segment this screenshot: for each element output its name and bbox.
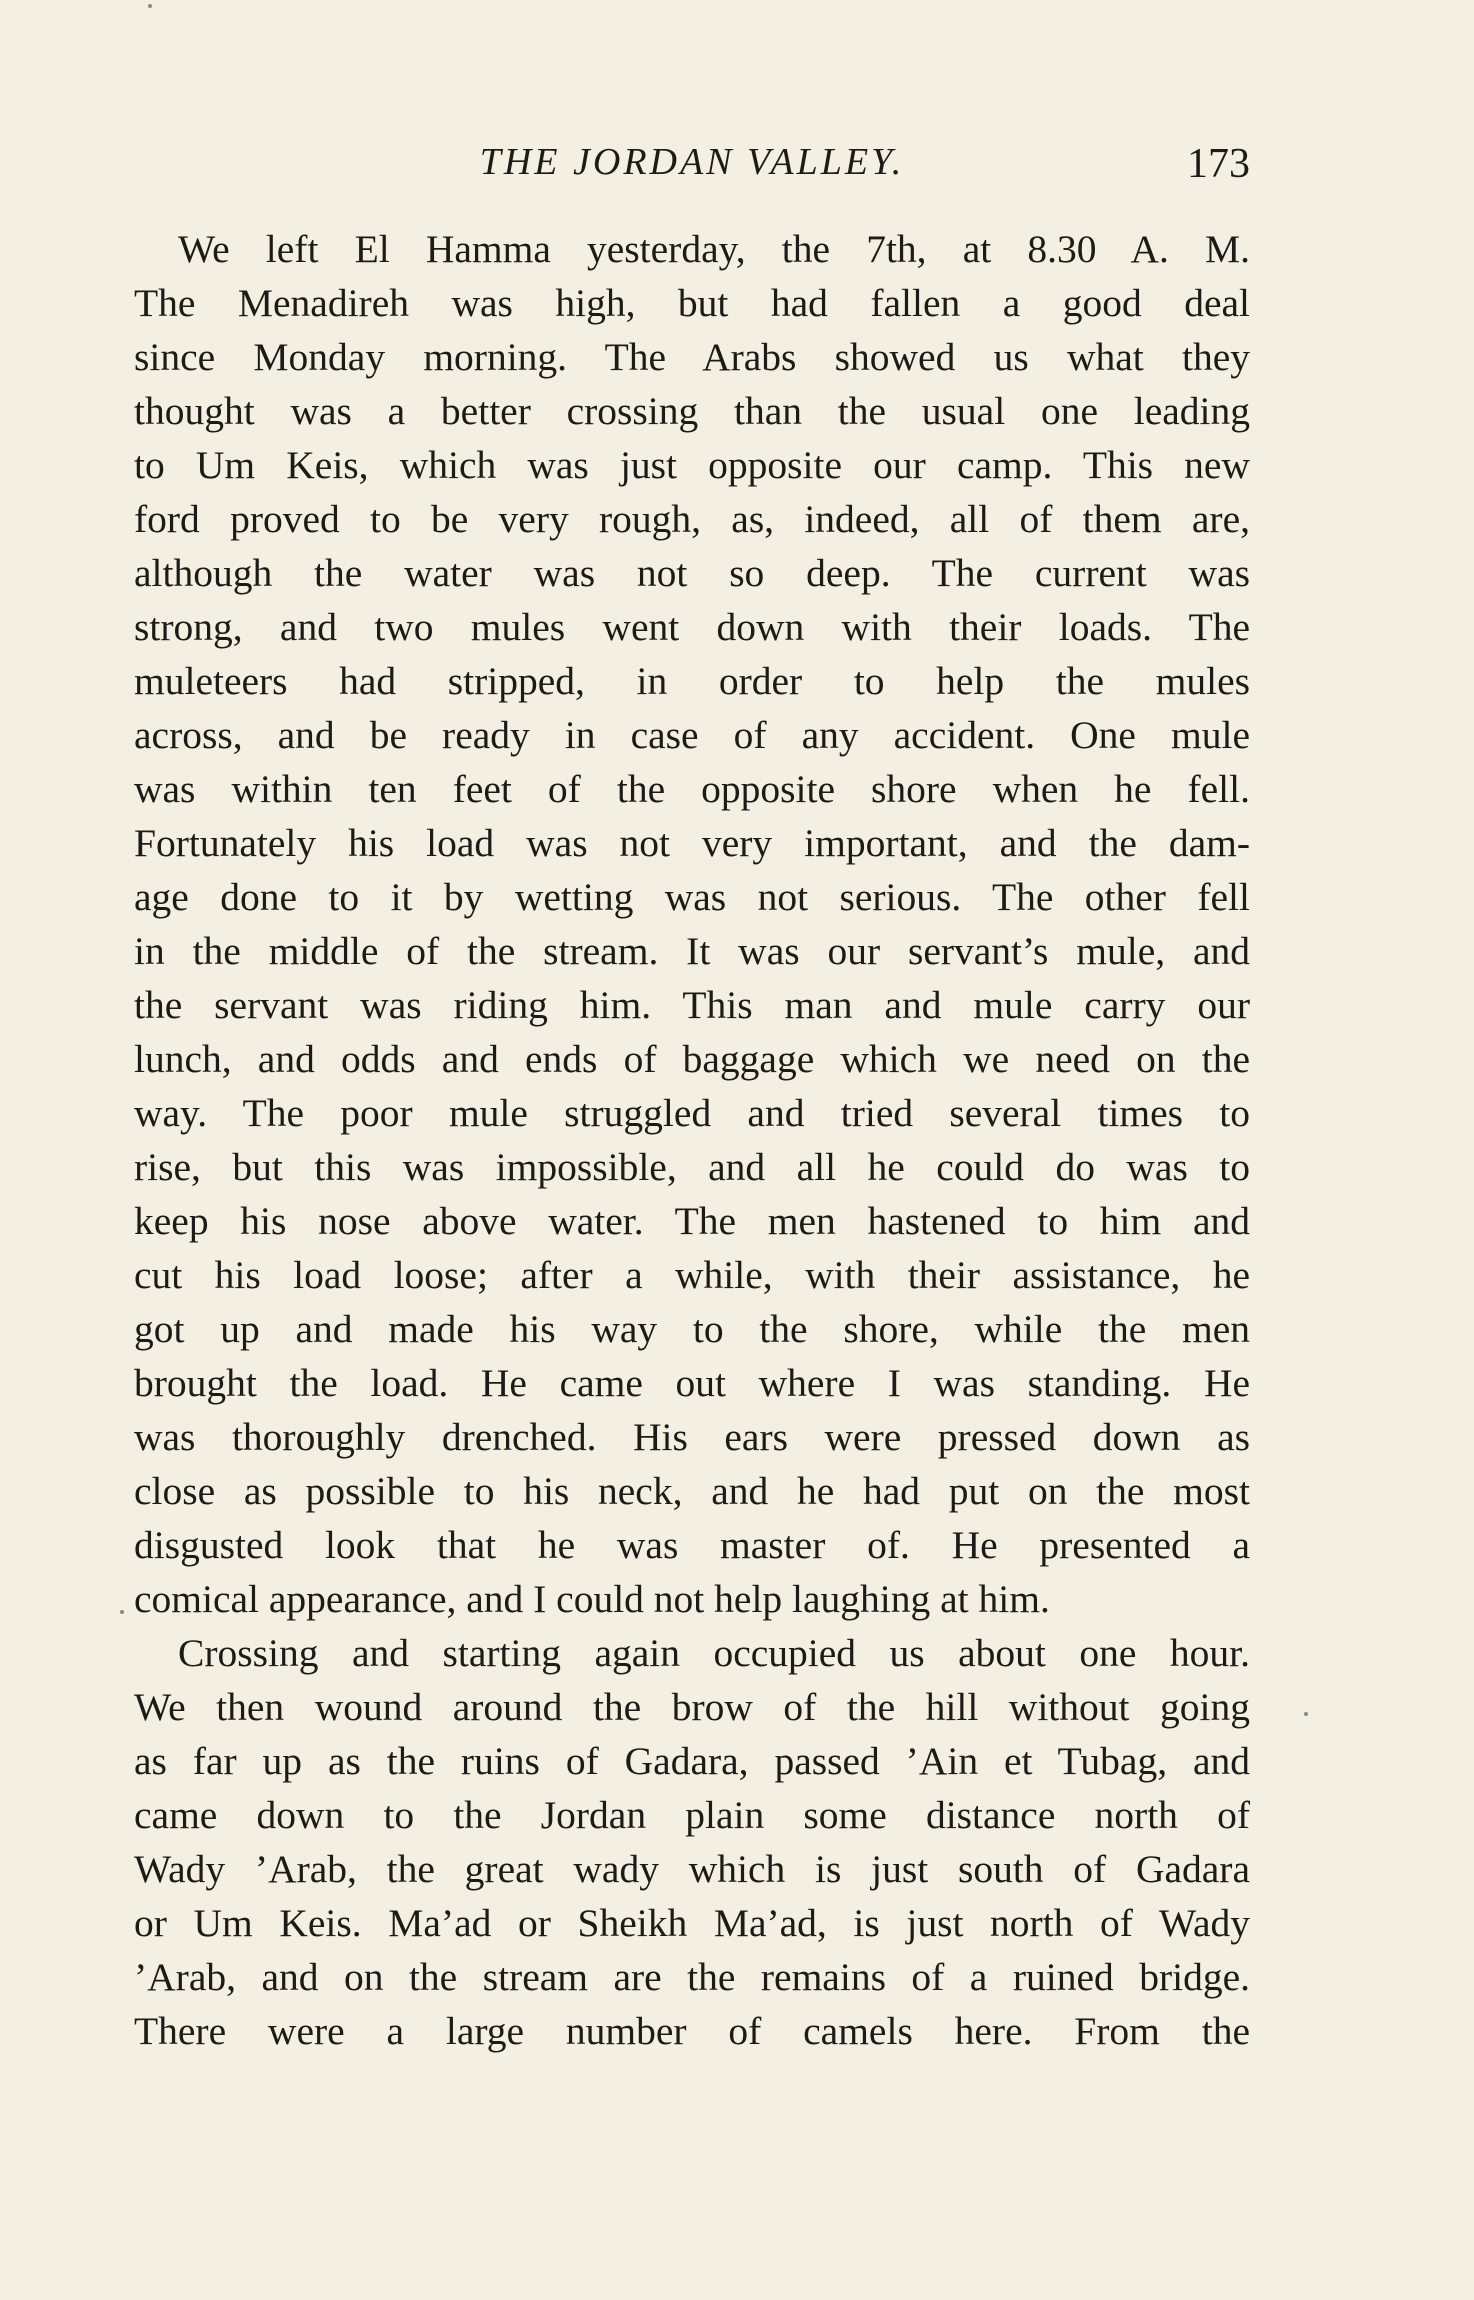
text-line: comical appearance, and I could not help laughing at him.	[134, 1577, 1050, 1621]
text-line: the servant was riding him. This man and mule carry our	[134, 983, 1250, 1027]
text-line: age done to it by wetting was not serious. The other fell	[134, 875, 1250, 919]
body-text	[134, 222, 1250, 2082]
text-line: keep his nose above water. The men hastened to him and	[134, 1199, 1250, 1243]
text-line: We then wound around the brow of the hill without going	[134, 1685, 1250, 1729]
text-line: across, and be ready in case of any accident. One mule	[134, 713, 1250, 757]
text-line: was within ten feet of the opposite shore when he fell.	[134, 767, 1250, 811]
text-line: We left El Hamma yesterday, the 7th, at 8.30 A. M.	[178, 227, 1250, 271]
text-line: Fortunately his load was not very important, and the dam-	[134, 821, 1250, 865]
text-line: thought was a better crossing than the usual one leading	[134, 389, 1250, 433]
text-line: brought the load. He came out where I was standing. He	[134, 1361, 1250, 1405]
text-line: muleteers had stripped, in order to help the mules	[134, 659, 1250, 703]
paper-speck	[1304, 1712, 1308, 1716]
text-line: got up and made his way to the shore, while the men	[134, 1307, 1250, 1351]
text-line: although the water was not so deep. The current was	[134, 551, 1250, 595]
text-line: came down to the Jordan plain some distance north of	[134, 1793, 1250, 1837]
text-line: cut his load loose; after a while, with their assistance, he	[134, 1253, 1250, 1297]
text-line: ’Arab, and on the stream are the remains of a ruined bridge.	[134, 1955, 1250, 1999]
text-line: ford proved to be very rough, as, indeed, all of them are,	[134, 497, 1250, 541]
text-line: was thoroughly drenched. His ears were pressed down as	[134, 1415, 1250, 1459]
text-line: Wady ’Arab, the great wady which is just south of Gadara	[134, 1847, 1250, 1891]
text-line: lunch, and odds and ends of baggage which we need on the	[134, 1037, 1250, 1081]
text-line: or Um Keis. Ma’ad or Sheikh Ma’ad, is just north of Wady	[134, 1901, 1250, 1945]
text-line: as far up as the ruins of Gadara, passed ’Ain et Tubag, and	[134, 1739, 1250, 1783]
running-title: THE JORDAN VALLEY.	[479, 141, 905, 183]
text-line: strong, and two mules went down with their loads. The	[134, 605, 1250, 649]
text-line: disgusted look that he was master of. He presented a	[134, 1523, 1250, 1567]
paper-speck	[120, 1610, 124, 1614]
paper-speck	[148, 4, 152, 8]
text-line: to Um Keis, which was just opposite our camp. This new	[134, 443, 1250, 487]
text-line: in the middle of the stream. It was our servant’s mule, and	[134, 929, 1250, 973]
running-head	[134, 140, 1250, 200]
text-line: way. The poor mule struggled and tried several times to	[134, 1091, 1250, 1135]
text-line: since Monday morning. The Arabs showed us what they	[134, 335, 1250, 379]
text-line: close as possible to his neck, and he had put on the most	[134, 1469, 1250, 1513]
text-line: rise, but this was impossible, and all he could do was to	[134, 1145, 1250, 1189]
text-line: The Menadireh was high, but had fallen a good deal	[134, 281, 1250, 325]
text-line: Crossing and starting again occupied us about one hour.	[178, 1631, 1250, 1675]
text-line: There were a large number of camels here. From the	[134, 2009, 1250, 2053]
page-number: 173	[1187, 141, 1250, 187]
